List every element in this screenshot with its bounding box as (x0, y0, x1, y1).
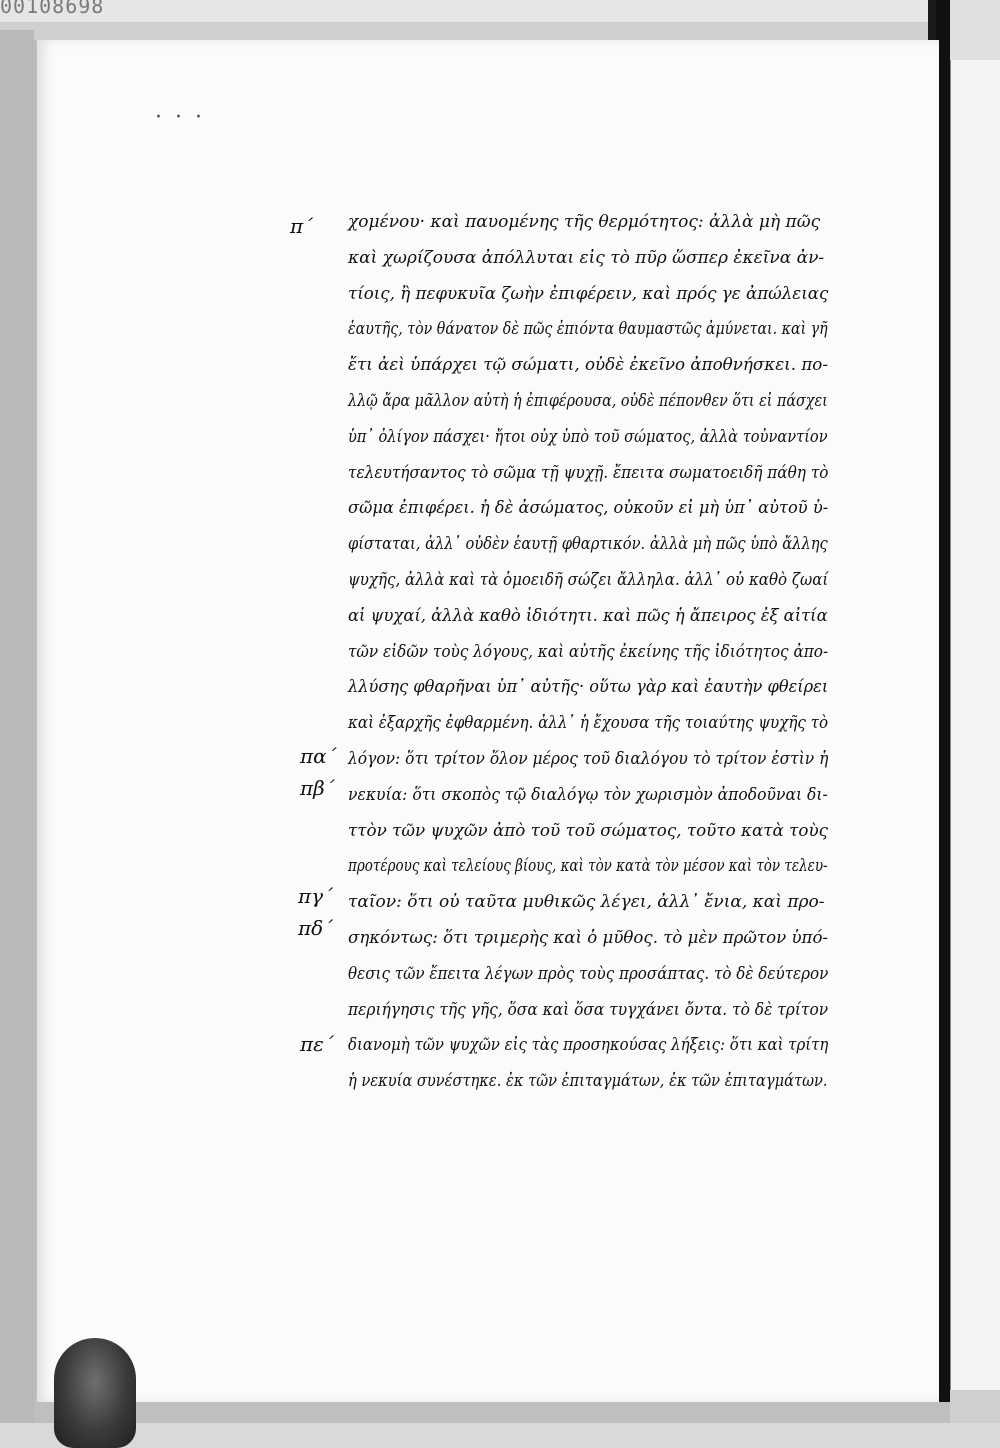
manuscript-line: ττὸν τῶν ψυχῶν ἀπὸ τοῦ τοῦ σώματος, τοῦτο κατὰ τοὺς (348, 820, 828, 841)
left-margin-strip (0, 30, 34, 1423)
manuscript-line: τελευτήσαντος τὸ σῶμα τῇ ψυχῇ. ἔπειτα σωματοειδῆ πάθη τὸ (348, 462, 829, 483)
scan-id-label: 00108698 (0, 0, 105, 18)
facing-page-edge (950, 60, 1000, 1390)
marginal-numeral: π΄ (290, 214, 314, 238)
manuscript-line: λλῷ ἄρα μᾶλλον αὐτὴ ἡ ἐπιφέρουσα, οὐδὲ πέπονθεν ὅτι εἰ πάσχει (348, 391, 828, 411)
manuscript-line: νεκυία: ὅτι σκοπὸς τῷ διαλόγῳ τὸν χωρισμὸν ἀποδοῦναι δι- (348, 784, 828, 805)
manuscript-line: προτέρους καὶ τελείους βίους, καὶ τὸν κατὰ τὸν μέσον καὶ τὸν τελευ- (348, 856, 828, 877)
manuscript-line: περιήγησις τῆς γῆς, ὅσα καὶ ὅσα τυγχάνει ὄντα. τὸ δὲ τρίτον (348, 999, 829, 1020)
manuscript-line: τῶν εἰδῶν τοὺς λόγους, καὶ αὐτῆς ἐκείνης τῆς ἰδιότητος ἀπο- (348, 641, 829, 662)
manuscript-line: λόγον: ὅτι τρίτον ὅλον μέρος τοῦ διαλόγου τὸ τρίτον ἐστὶν ἡ (348, 749, 829, 769)
manuscript-line: ταῖον: ὅτι οὐ ταῦτα μυθικῶς λέγει, ἀλλ᾽ ἔνια, καὶ προ- (348, 892, 825, 913)
manuscript-line: σῶμα ἐπιφέρει. ἡ δὲ ἀσώματος, οὐκοῦν εἰ μὴ ὑπ᾽ αὐτοῦ ὑ- (348, 498, 829, 519)
manuscript-line: ψυχῆς, ἀλλὰ καὶ τὰ ὁμοειδῆ σώζει ἄλληλα. ἀλλ᾽ οὐ καθὸ ζωαί (348, 570, 829, 590)
manuscript-line: ἡ νεκυία συνέστηκε. ἐκ τῶν ἐπιταγμάτων, ἐκ τῶν ἐπιταγμάτων. (348, 1071, 828, 1092)
manuscript-line: φίσταται, ἀλλ᾽ οὐδὲν ἑαυτῇ φθαρτικόν. ἀλλὰ μὴ πῶς ὑπὸ ἄλλης (348, 534, 828, 555)
manuscript-line: σηκόντως: ὅτι τριμερὴς καὶ ὁ μῦθος. τὸ μὲν πρῶτον ὑπό- (348, 928, 829, 948)
manuscript-line: ἔτι ἀεὶ ὑπάρχει τῷ σώματι, οὐδὲ ἐκεῖνο ἀποθνήσκει. πο- (348, 355, 828, 376)
manuscript-line: ὑπ᾽ ὀλίγον πάσχει· ἤτοι οὐχ ὑπὸ τοῦ σώματος, ἀλλὰ τοὐναντίον (348, 426, 828, 447)
facing-page-top (950, 0, 1000, 60)
marginal-numeral: πδ΄ (298, 916, 334, 940)
manuscript-line: λλύσης φθαρῆναι ὑπ᾽ αὐτῆς· οὕτω γὰρ καὶ ἑαυτὴν φθείρει (348, 677, 829, 698)
marginal-numeral: πε΄ (300, 1032, 334, 1056)
manuscript-line: καὶ χωρίζουσα ἀπόλλυται εἰς τὸ πῦρ ὥσπερ ἐκεῖνα ἀν- (348, 247, 825, 268)
marginal-numeral: πα΄ (300, 744, 337, 768)
manuscript-line: ἑαυτῆς, τὸν θάνατον δὲ πῶς ἐπιόντα θαυμαστῶς ἀμύνεται. καὶ γῆ (348, 319, 828, 340)
scanner-thumb (54, 1338, 136, 1448)
manuscript-line: καὶ ἐξαρχῆς ἐφθαρμένη. ἀλλ᾽ ἡ ἔχουσα τῆς τοιαύτης ψυχῆς τὸ (348, 713, 829, 734)
marginal-numeral: πβ΄ (300, 776, 335, 800)
manuscript-line: αἱ ψυχαί, ἀλλὰ καθὸ ἰδιότητι. καὶ πῶς ἡ ἄπειρος ἐξ αἰτία (348, 605, 828, 626)
page-bottom-edge (34, 1402, 950, 1423)
manuscript-line: διανομὴ τῶν ψυχῶν εἰς τὰς προσηκούσας λήξεις: ὅτι καὶ τρίτη (348, 1035, 829, 1056)
manuscript-line: χομένου· καὶ παυομένης τῆς θερμότητος: ἀλλὰ μὴ πῶς (348, 212, 821, 232)
scan-header-band (0, 0, 1000, 22)
ink-dots: · · · (155, 105, 205, 130)
manuscript-line: τίοις, ἢ πεφυκυῖα ζωὴν ἐπιφέρειν, καὶ πρός γε ἀπώλειας (348, 283, 829, 304)
manuscript-line: θεσις τῶν ἔπειτα λέγων πρὸς τοὺς προσάπτας. τὸ δὲ δεύτερον (348, 963, 829, 984)
marginal-numeral: πγ΄ (298, 884, 334, 908)
